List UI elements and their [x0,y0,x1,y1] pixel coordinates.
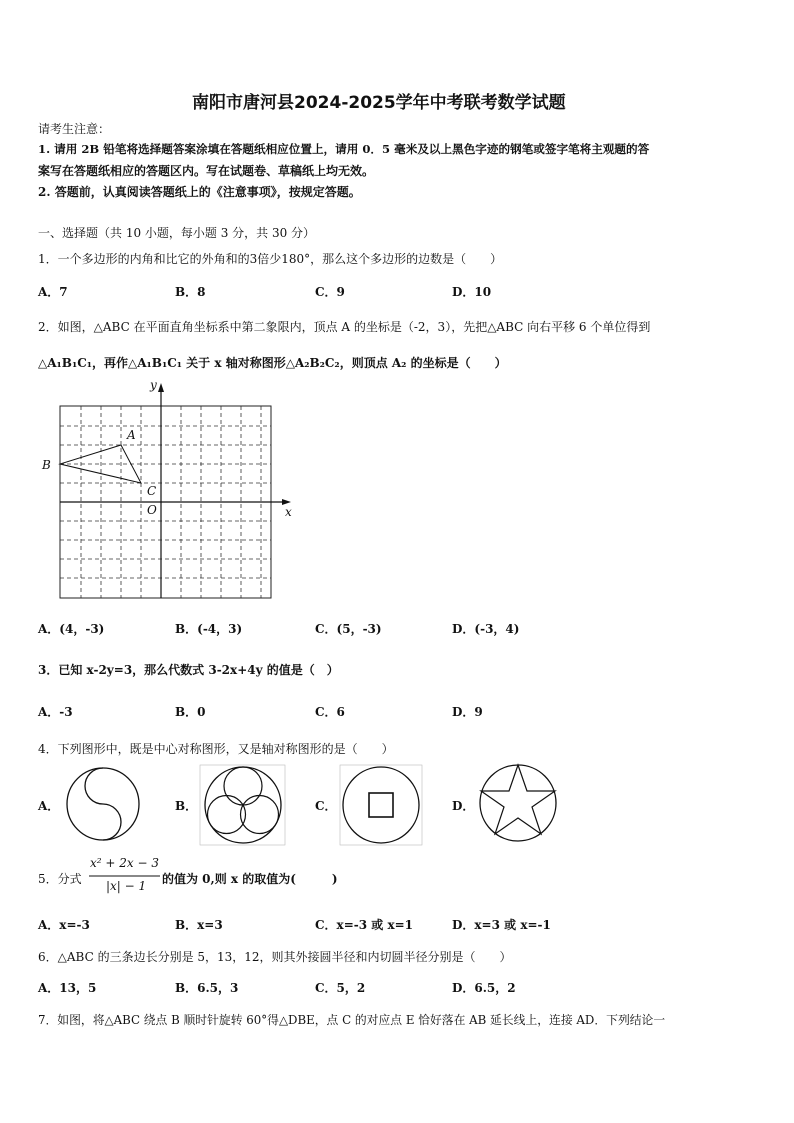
x-axis-label: x [285,505,292,519]
question-3-stem: 3．已知 x-2y=3，那么代数式 3-2x+4y 的值是（ ） [38,663,339,677]
question-2-option-d[interactable]: D．(-3，4) [452,622,520,636]
question-5-prefix: 5．分式 [38,872,82,886]
question-4-stem: 4．下列图形中，既是中心对称图形，又是轴对称图形的是（ ） [38,742,394,756]
section-heading: 一、选择题（共 10 小题，每小题 3 分，共 30 分） [38,226,316,240]
question-1-option-c[interactable]: C．9 [315,285,345,299]
notice-heading: 请考生注意： [38,122,111,136]
question-5-numerator: x² + 2x − 3 [90,856,159,870]
origin-label: O [147,503,157,517]
question-6-option-c[interactable]: C．5，2 [315,981,366,995]
question-7-stem: 7．如图，将△ABC 绕点 B 顺时针旋转 60°得△DBE，点 C 的对应点 E 恰好落在 AB 延长线上，连接 AD．下列结论一 [38,1013,666,1027]
point-b-label: B [42,458,51,472]
question-5-suffix: 的值为 0,则 x 的取值为( ) [162,872,338,886]
question-1-option-a[interactable]: A．7 [38,285,68,299]
question-6-stem: 6．△ABC 的三条边长分别是 5，13，12，则其外接圆半径和内切圆半径分别是（ ） [38,950,512,964]
question-5-option-c[interactable]: C．x=-3 或 x=1 [315,918,414,932]
question-3-option-a[interactable]: A．-3 [38,705,73,719]
notice-line-1a: 1. 请用 2B 铅笔将选择题答案涂填在答题纸相应位置上，请用 0．5 毫米及以上黑色字迹的钢笔或签字笔将主观题的答 [38,142,650,156]
page-title: 南阳市唐河县2024-2025学年中考联考数学试题 [192,93,566,113]
notice-line-2: 2. 答题前，认真阅读答题纸上的《注意事项》，按规定答题。 [38,185,361,199]
question-3-option-c[interactable]: C．6 [315,705,345,719]
question-1-stem: 1．一个多边形的内角和比它的外角和的3倍少180°，那么这个多边形的边数是（ ） [38,252,503,266]
question-6-option-d[interactable]: D．6.5，2 [452,981,516,995]
question-5-option-d[interactable]: D．x=3 或 x=-1 [452,918,551,932]
question-3-option-b[interactable]: B．0 [175,705,206,719]
question-2-option-c[interactable]: C．(5，-3) [315,622,382,636]
question-2-stem-line-2: △A₁B₁C₁，再作△A₁B₁C₁ 关于 x 轴对称图形△A₂B₂C₂，则顶点 A₂ 的坐标是（ ） [38,356,507,370]
question-5-option-b[interactable]: B．x=3 [175,918,223,932]
question-5-option-a[interactable]: A．x=-3 [38,918,90,932]
question-4-label-d[interactable]: D． [452,799,475,813]
question-4-label-c[interactable]: C． [315,799,337,813]
question-3-option-d[interactable]: D．9 [452,705,483,719]
question-1-option-b[interactable]: B．8 [175,285,206,299]
point-c-label: C [147,484,157,498]
question-6-option-a[interactable]: A．13，5 [38,981,97,995]
question-5-denominator: |x| − 1 [106,879,147,893]
question-2-option-b[interactable]: B．(-4，3) [175,622,243,636]
question-4-label-b[interactable]: B． [175,799,198,813]
notice-line-1b: 案写在答题纸相应的答题区内。写在试题卷、草稿纸上均无效。 [38,164,375,178]
question-2-stem-line-1: 2．如图，△ABC 在平面直角坐标系中第二象限内，顶点 A 的坐标是（-2，3），先把△ABC 向右平移 6 个单位得到 [38,320,651,334]
point-a-label: A [127,428,136,442]
question-6-option-b[interactable]: B．6.5，3 [175,981,239,995]
question-4-label-a[interactable]: A． [38,799,60,813]
question-1-option-d[interactable]: D．10 [452,285,492,299]
y-axis-label: y [150,378,157,392]
question-2-option-a[interactable]: A．(4，-3) [38,622,105,636]
